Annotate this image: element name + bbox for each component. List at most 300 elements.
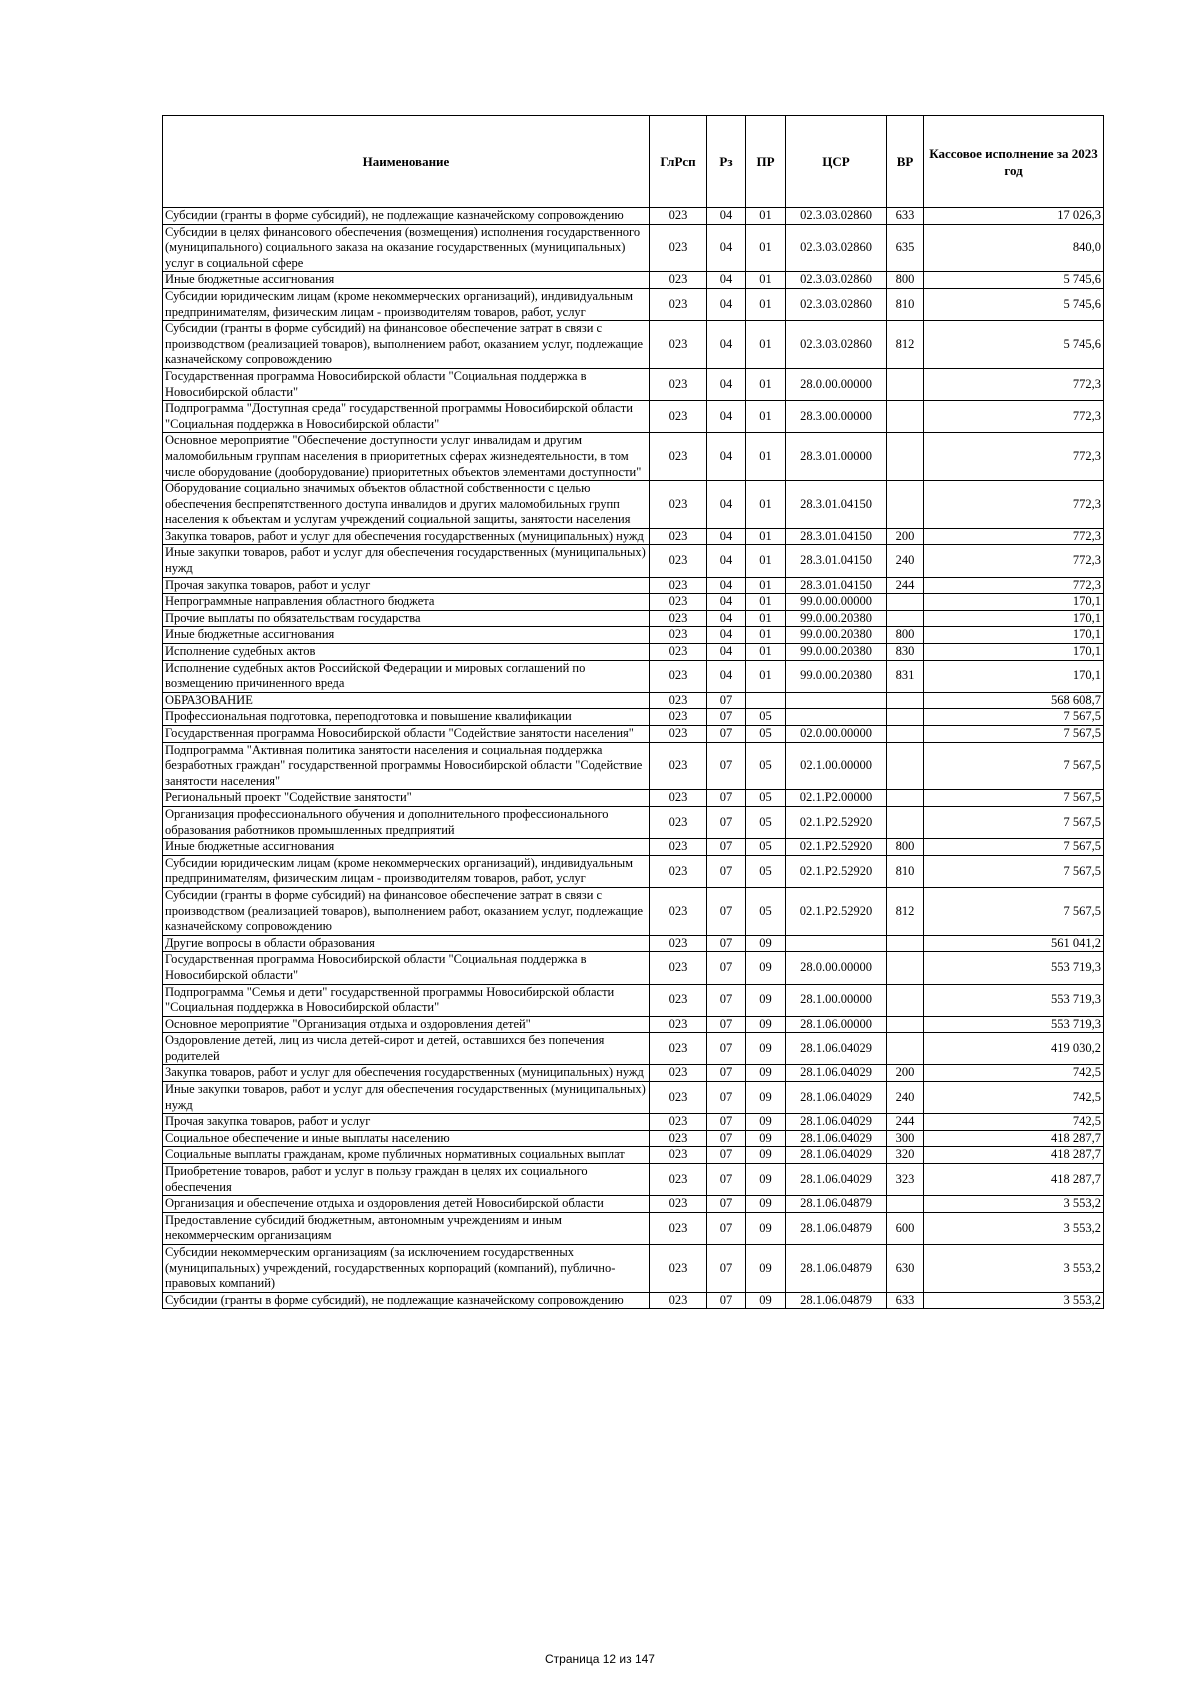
table-row <box>163 839 1104 856</box>
cell-csr: 99.0.00.20380 <box>786 627 887 644</box>
cell-vr: 830 <box>887 644 924 661</box>
cell-csr: 02.1.00.00000 <box>786 742 887 790</box>
cell-pr: 09 <box>746 1147 786 1164</box>
cell-amount: 568 608,7 <box>924 692 1104 709</box>
cell-pr: 01 <box>746 644 786 661</box>
cell-pr: 01 <box>746 627 786 644</box>
cell-grs: 023 <box>650 545 707 577</box>
cell-name: Субсидии юридическим лицам (кроме некоммерческих организаций), индивидуальным предпринимателям, физическим лицам - производителям товаров, работ, услуг <box>163 855 650 887</box>
cell-vr: 600 <box>887 1212 924 1244</box>
cell-rz: 07 <box>707 1245 746 1293</box>
cell-rz: 04 <box>707 368 746 400</box>
cell-amount: 7 567,5 <box>924 839 1104 856</box>
cell-amount: 7 567,5 <box>924 887 1104 935</box>
cell-amount: 3 553,2 <box>924 1245 1104 1293</box>
cell-vr <box>887 984 924 1016</box>
cell-name: Подпрограмма "Семья и дети" государственной программы Новосибирской области "Социальная поддержка в Новосибирской области" <box>163 984 650 1016</box>
cell-grs: 023 <box>650 1033 707 1065</box>
cell-rz: 07 <box>707 935 746 952</box>
cell-grs: 023 <box>650 1245 707 1293</box>
cell-pr <box>746 692 786 709</box>
cell-pr: 05 <box>746 742 786 790</box>
cell-pr: 05 <box>746 726 786 743</box>
table-row <box>163 528 1104 545</box>
table-row <box>163 627 1104 644</box>
cell-pr: 01 <box>746 545 786 577</box>
cell-amount: 7 567,5 <box>924 709 1104 726</box>
table-row <box>163 692 1104 709</box>
cell-grs: 023 <box>650 1164 707 1196</box>
table-row <box>163 208 1104 225</box>
cell-vr: 300 <box>887 1130 924 1147</box>
cell-csr <box>786 692 887 709</box>
cell-amount: 5 745,6 <box>924 288 1104 320</box>
cell-csr: 99.0.00.20380 <box>786 610 887 627</box>
cell-vr: 323 <box>887 1164 924 1196</box>
cell-vr: 812 <box>887 321 924 369</box>
cell-grs: 023 <box>650 806 707 838</box>
cell-name: Приобретение товаров, работ и услуг в пользу граждан в целях их социального обеспечения <box>163 1164 650 1196</box>
cell-grs: 023 <box>650 627 707 644</box>
cell-grs: 023 <box>650 368 707 400</box>
cell-grs: 023 <box>650 272 707 289</box>
cell-vr: 240 <box>887 1082 924 1114</box>
cell-rz: 04 <box>707 272 746 289</box>
table-row <box>163 984 1104 1016</box>
cell-grs: 023 <box>650 1292 707 1309</box>
cell-amount: 418 287,7 <box>924 1164 1104 1196</box>
cell-name: Субсидии некоммерческим организациям (за исключением государственных (муниципальных) учреждений, государственных корпораций (компаний), публично-правовых компаний) <box>163 1245 650 1293</box>
cell-name: Организация профессионального обучения и дополнительного профессионального образования работников промышленных предприятий <box>163 806 650 838</box>
cell-amount: 3 553,2 <box>924 1292 1104 1309</box>
cell-csr: 28.3.01.00000 <box>786 433 887 481</box>
cell-amount: 418 287,7 <box>924 1147 1104 1164</box>
cell-pr: 09 <box>746 1164 786 1196</box>
cell-pr: 01 <box>746 401 786 433</box>
cell-grs: 023 <box>650 288 707 320</box>
cell-grs: 023 <box>650 1082 707 1114</box>
cell-grs: 023 <box>650 577 707 594</box>
cell-rz: 04 <box>707 627 746 644</box>
cell-name: Подпрограмма "Активная политика занятости населения и социальная поддержка безработных граждан" государственной программы Новосибирской области "Содействие занятости населения" <box>163 742 650 790</box>
cell-vr <box>887 610 924 627</box>
cell-vr <box>887 433 924 481</box>
cell-name: Субсидии (гранты в форме субсидий), не подлежащие казначейскому сопровождению <box>163 1292 650 1309</box>
cell-pr: 05 <box>746 709 786 726</box>
cell-pr: 01 <box>746 288 786 320</box>
cell-csr: 02.3.03.02860 <box>786 321 887 369</box>
table-row <box>163 1065 1104 1082</box>
cell-pr: 09 <box>746 1114 786 1131</box>
cell-vr: 633 <box>887 208 924 225</box>
cell-csr: 28.1.00.00000 <box>786 984 887 1016</box>
cell-vr: 810 <box>887 288 924 320</box>
cell-rz: 07 <box>707 790 746 807</box>
cell-csr: 28.0.00.00000 <box>786 368 887 400</box>
cell-vr: 244 <box>887 1114 924 1131</box>
cell-rz: 04 <box>707 610 746 627</box>
header-rz: Рз <box>707 116 746 208</box>
cell-rz: 04 <box>707 224 746 272</box>
cell-pr: 09 <box>746 984 786 1016</box>
cell-grs: 023 <box>650 594 707 611</box>
table-row <box>163 1292 1104 1309</box>
cell-grs: 023 <box>650 935 707 952</box>
cell-vr <box>887 481 924 529</box>
cell-pr: 09 <box>746 1082 786 1114</box>
cell-grs: 023 <box>650 433 707 481</box>
cell-grs: 023 <box>650 208 707 225</box>
table-row <box>163 401 1104 433</box>
cell-vr: 800 <box>887 627 924 644</box>
table-row <box>163 610 1104 627</box>
table-row <box>163 660 1104 692</box>
cell-grs: 023 <box>650 887 707 935</box>
cell-csr: 02.1.P2.52920 <box>786 806 887 838</box>
cell-csr: 99.0.00.20380 <box>786 660 887 692</box>
cell-vr <box>887 401 924 433</box>
cell-grs: 023 <box>650 1114 707 1131</box>
cell-csr: 02.3.03.02860 <box>786 272 887 289</box>
cell-name: Иные бюджетные ассигнования <box>163 627 650 644</box>
cell-grs: 023 <box>650 855 707 887</box>
cell-pr: 09 <box>746 1212 786 1244</box>
cell-grs: 023 <box>650 1212 707 1244</box>
table-row <box>163 1164 1104 1196</box>
cell-grs: 023 <box>650 952 707 984</box>
cell-csr: 28.3.01.04150 <box>786 481 887 529</box>
table-row <box>163 1114 1104 1131</box>
cell-name: Иные бюджетные ассигнования <box>163 839 650 856</box>
cell-grs: 023 <box>650 1147 707 1164</box>
cell-rz: 07 <box>707 806 746 838</box>
table-row <box>163 1033 1104 1065</box>
cell-rz: 07 <box>707 1082 746 1114</box>
cell-vr <box>887 594 924 611</box>
cell-amount: 772,3 <box>924 528 1104 545</box>
cell-rz: 07 <box>707 692 746 709</box>
cell-amount: 772,3 <box>924 433 1104 481</box>
cell-name: Государственная программа Новосибирской области "Социальная поддержка в Новосибирской области" <box>163 952 650 984</box>
table-row <box>163 726 1104 743</box>
cell-amount: 553 719,3 <box>924 952 1104 984</box>
cell-vr: 633 <box>887 1292 924 1309</box>
cell-rz: 07 <box>707 709 746 726</box>
cell-name: Государственная программа Новосибирской области "Содействие занятости населения" <box>163 726 650 743</box>
table-row <box>163 1082 1104 1114</box>
cell-pr: 01 <box>746 594 786 611</box>
cell-csr: 28.3.01.04150 <box>786 528 887 545</box>
cell-csr <box>786 709 887 726</box>
cell-pr: 09 <box>746 952 786 984</box>
cell-vr <box>887 368 924 400</box>
cell-pr: 01 <box>746 321 786 369</box>
cell-vr <box>887 709 924 726</box>
cell-rz: 04 <box>707 288 746 320</box>
cell-csr: 28.1.06.04029 <box>786 1147 887 1164</box>
cell-name: Иные бюджетные ассигнования <box>163 272 650 289</box>
cell-grs: 023 <box>650 1196 707 1213</box>
cell-rz: 04 <box>707 594 746 611</box>
cell-vr: 810 <box>887 855 924 887</box>
cell-pr: 01 <box>746 481 786 529</box>
header-grs: ГлРсп <box>650 116 707 208</box>
cell-rz: 07 <box>707 952 746 984</box>
cell-vr: 831 <box>887 660 924 692</box>
cell-grs: 023 <box>650 481 707 529</box>
cell-grs: 023 <box>650 610 707 627</box>
cell-amount: 772,3 <box>924 368 1104 400</box>
cell-grs: 023 <box>650 528 707 545</box>
cell-csr: 28.3.01.04150 <box>786 545 887 577</box>
cell-csr: 28.3.01.04150 <box>786 577 887 594</box>
cell-name: Государственная программа Новосибирской области "Социальная поддержка в Новосибирской области" <box>163 368 650 400</box>
cell-vr <box>887 952 924 984</box>
cell-amount: 419 030,2 <box>924 1033 1104 1065</box>
cell-pr: 01 <box>746 660 786 692</box>
cell-csr: 99.0.00.00000 <box>786 594 887 611</box>
page-number: Страница 12 из 147 <box>545 1652 655 1666</box>
header-pr: ПР <box>746 116 786 208</box>
cell-pr: 01 <box>746 224 786 272</box>
cell-pr: 05 <box>746 839 786 856</box>
cell-rz: 04 <box>707 401 746 433</box>
cell-pr: 05 <box>746 790 786 807</box>
table-row <box>163 952 1104 984</box>
cell-name: Предоставление субсидий бюджетным, автономным учреждениям и иным некоммерческим организациям <box>163 1212 650 1244</box>
budget-table <box>162 115 1104 1309</box>
cell-vr <box>887 742 924 790</box>
cell-name: Субсидии юридическим лицам (кроме некоммерческих организаций), индивидуальным предпринимателям, физическим лицам - производителям товаров, работ, услуг <box>163 288 650 320</box>
cell-csr: 02.3.03.02860 <box>786 224 887 272</box>
cell-csr <box>786 935 887 952</box>
cell-csr: 28.1.06.04029 <box>786 1164 887 1196</box>
cell-name: Закупка товаров, работ и услуг для обеспечения государственных (муниципальных) нужд <box>163 1065 650 1082</box>
cell-csr: 28.3.00.00000 <box>786 401 887 433</box>
table-row <box>163 709 1104 726</box>
cell-grs: 023 <box>650 709 707 726</box>
table-row <box>163 321 1104 369</box>
cell-rz: 07 <box>707 984 746 1016</box>
cell-pr: 01 <box>746 272 786 289</box>
cell-name: Основное мероприятие "Обеспечение доступности услуг инвалидам и другим маломобильным группам населения в приоритетных сферах жизнедеятельности, в том числе оборудование (дооборудование) приоритетных объектов элементами доступности" <box>163 433 650 481</box>
cell-pr: 05 <box>746 887 786 935</box>
cell-csr: 02.1.P2.52920 <box>786 855 887 887</box>
table-row <box>163 433 1104 481</box>
cell-vr <box>887 1033 924 1065</box>
cell-name: Прочие выплаты по обязательствам государства <box>163 610 650 627</box>
cell-csr: 28.1.06.04029 <box>786 1082 887 1114</box>
cell-name: Исполнение судебных актов <box>163 644 650 661</box>
table-row <box>163 742 1104 790</box>
cell-name: Субсидии (гранты в форме субсидий) на финансовое обеспечение затрат в связи с производством (реализацией товаров), выполнением работ, оказанием услуг, подлежащие казначейскому сопровождению <box>163 321 650 369</box>
cell-grs: 023 <box>650 742 707 790</box>
table-row <box>163 288 1104 320</box>
cell-rz: 07 <box>707 1164 746 1196</box>
cell-amount: 5 745,6 <box>924 321 1104 369</box>
cell-vr: 200 <box>887 528 924 545</box>
table-header-row <box>163 116 1104 208</box>
cell-rz: 04 <box>707 545 746 577</box>
table-row <box>163 594 1104 611</box>
cell-name: Социальные выплаты гражданам, кроме публичных нормативных социальных выплат <box>163 1147 650 1164</box>
cell-csr: 02.1.P2.52920 <box>786 839 887 856</box>
cell-name: ОБРАЗОВАНИЕ <box>163 692 650 709</box>
table-row <box>163 224 1104 272</box>
cell-rz: 04 <box>707 577 746 594</box>
cell-amount: 7 567,5 <box>924 806 1104 838</box>
cell-rz: 04 <box>707 644 746 661</box>
table-row <box>163 481 1104 529</box>
cell-name: Профессиональная подготовка, переподготовка и повышение квалификации <box>163 709 650 726</box>
cell-csr: 28.1.06.04029 <box>786 1114 887 1131</box>
cell-rz: 07 <box>707 887 746 935</box>
cell-rz: 04 <box>707 660 746 692</box>
cell-csr: 28.1.06.04029 <box>786 1130 887 1147</box>
table-row <box>163 577 1104 594</box>
cell-amount: 170,1 <box>924 627 1104 644</box>
cell-rz: 07 <box>707 1292 746 1309</box>
table-row <box>163 790 1104 807</box>
cell-vr: 635 <box>887 224 924 272</box>
cell-name: Закупка товаров, работ и услуг для обеспечения государственных (муниципальных) нужд <box>163 528 650 545</box>
cell-csr: 28.1.06.04029 <box>786 1065 887 1082</box>
cell-amount: 170,1 <box>924 610 1104 627</box>
cell-amount: 561 041,2 <box>924 935 1104 952</box>
cell-rz: 07 <box>707 1033 746 1065</box>
cell-csr: 28.1.06.04879 <box>786 1196 887 1213</box>
cell-pr: 01 <box>746 433 786 481</box>
cell-amount: 3 553,2 <box>924 1196 1104 1213</box>
cell-amount: 772,3 <box>924 401 1104 433</box>
table-row <box>163 1212 1104 1244</box>
table-row <box>163 1147 1104 1164</box>
cell-grs: 023 <box>650 1130 707 1147</box>
cell-grs: 023 <box>650 1065 707 1082</box>
cell-vr <box>887 790 924 807</box>
cell-vr: 812 <box>887 887 924 935</box>
cell-amount: 7 567,5 <box>924 855 1104 887</box>
cell-csr: 28.1.06.04879 <box>786 1245 887 1293</box>
cell-amount: 7 567,5 <box>924 742 1104 790</box>
cell-amount: 742,5 <box>924 1065 1104 1082</box>
cell-rz: 04 <box>707 481 746 529</box>
cell-name: Оздоровление детей, лиц из числа детей-сирот и детей, оставшихся без попечения родителей <box>163 1033 650 1065</box>
cell-csr: 02.0.00.00000 <box>786 726 887 743</box>
cell-csr: 99.0.00.20380 <box>786 644 887 661</box>
cell-name: Организация и обеспечение отдыха и оздоровления детей Новосибирской области <box>163 1196 650 1213</box>
cell-vr <box>887 806 924 838</box>
cell-grs: 023 <box>650 644 707 661</box>
table-row <box>163 1196 1104 1213</box>
cell-name: Оборудование социально значимых объектов областной собственности с целью обеспечения беспрепятственного доступа инвалидов и других маломобильных групп населения к объектам и услугам учреждений социальной защиты, занятости населения <box>163 481 650 529</box>
cell-name: Другие вопросы в области образования <box>163 935 650 952</box>
cell-csr: 28.1.06.04029 <box>786 1033 887 1065</box>
cell-rz: 07 <box>707 1147 746 1164</box>
cell-vr <box>887 935 924 952</box>
table-row <box>163 368 1104 400</box>
cell-amount: 17 026,3 <box>924 208 1104 225</box>
cell-pr: 09 <box>746 1196 786 1213</box>
header-csr: ЦСР <box>786 116 887 208</box>
cell-vr <box>887 1016 924 1033</box>
cell-pr: 01 <box>746 528 786 545</box>
cell-vr: 240 <box>887 545 924 577</box>
table-row <box>163 855 1104 887</box>
cell-rz: 07 <box>707 855 746 887</box>
cell-name: Субсидии (гранты в форме субсидий) на финансовое обеспечение затрат в связи с производством (реализацией товаров), выполнением работ, оказанием услуг, подлежащие казначейскому сопровождению <box>163 887 650 935</box>
cell-vr: 244 <box>887 577 924 594</box>
table-row <box>163 887 1104 935</box>
cell-amount: 772,3 <box>924 577 1104 594</box>
cell-name: Основное мероприятие "Организация отдыха и оздоровления детей" <box>163 1016 650 1033</box>
cell-grs: 023 <box>650 224 707 272</box>
cell-rz: 07 <box>707 726 746 743</box>
cell-name: Иные закупки товаров, работ и услуг для обеспечения государственных (муниципальных) нужд <box>163 545 650 577</box>
table-row <box>163 1016 1104 1033</box>
table-body <box>163 208 1104 1309</box>
cell-pr: 09 <box>746 1245 786 1293</box>
cell-name: Исполнение судебных актов Российской Федерации и мировых соглашений по возмещению причиненного вреда <box>163 660 650 692</box>
cell-rz: 07 <box>707 1196 746 1213</box>
cell-vr: 200 <box>887 1065 924 1082</box>
table-row <box>163 1130 1104 1147</box>
header-name: Наименование <box>163 116 650 208</box>
cell-vr <box>887 726 924 743</box>
cell-rz: 07 <box>707 1212 746 1244</box>
cell-pr: 01 <box>746 368 786 400</box>
cell-pr: 09 <box>746 1130 786 1147</box>
cell-grs: 023 <box>650 321 707 369</box>
cell-amount: 553 719,3 <box>924 984 1104 1016</box>
cell-pr: 05 <box>746 806 786 838</box>
cell-pr: 09 <box>746 1016 786 1033</box>
cell-vr <box>887 692 924 709</box>
cell-pr: 01 <box>746 610 786 627</box>
cell-rz: 07 <box>707 1065 746 1082</box>
cell-amount: 5 745,6 <box>924 272 1104 289</box>
cell-amount: 418 287,7 <box>924 1130 1104 1147</box>
cell-pr: 01 <box>746 208 786 225</box>
table-row <box>163 272 1104 289</box>
cell-amount: 742,5 <box>924 1114 1104 1131</box>
cell-grs: 023 <box>650 790 707 807</box>
cell-csr: 28.1.06.00000 <box>786 1016 887 1033</box>
cell-pr: 05 <box>746 855 786 887</box>
cell-rz: 07 <box>707 839 746 856</box>
header-amount: Кассовое исполнение за 2023 год <box>924 116 1104 208</box>
cell-amount: 170,1 <box>924 594 1104 611</box>
cell-rz: 07 <box>707 1130 746 1147</box>
cell-csr: 28.0.00.00000 <box>786 952 887 984</box>
table-row <box>163 935 1104 952</box>
cell-name: Прочая закупка товаров, работ и услуг <box>163 577 650 594</box>
cell-vr: 800 <box>887 272 924 289</box>
cell-grs: 023 <box>650 401 707 433</box>
cell-rz: 04 <box>707 433 746 481</box>
table-row <box>163 806 1104 838</box>
table-row <box>163 644 1104 661</box>
cell-grs: 023 <box>650 660 707 692</box>
cell-name: Субсидии в целях финансового обеспечения (возмещения) исполнения государственного (муниципального) социального заказа на оказание государственных (муниципальных) услуг в социальной сфере <box>163 224 650 272</box>
cell-pr: 09 <box>746 935 786 952</box>
cell-rz: 07 <box>707 1114 746 1131</box>
table-row <box>163 545 1104 577</box>
cell-amount: 772,3 <box>924 481 1104 529</box>
cell-amount: 742,5 <box>924 1082 1104 1114</box>
cell-rz: 04 <box>707 528 746 545</box>
cell-name: Социальное обеспечение и иные выплаты населению <box>163 1130 650 1147</box>
